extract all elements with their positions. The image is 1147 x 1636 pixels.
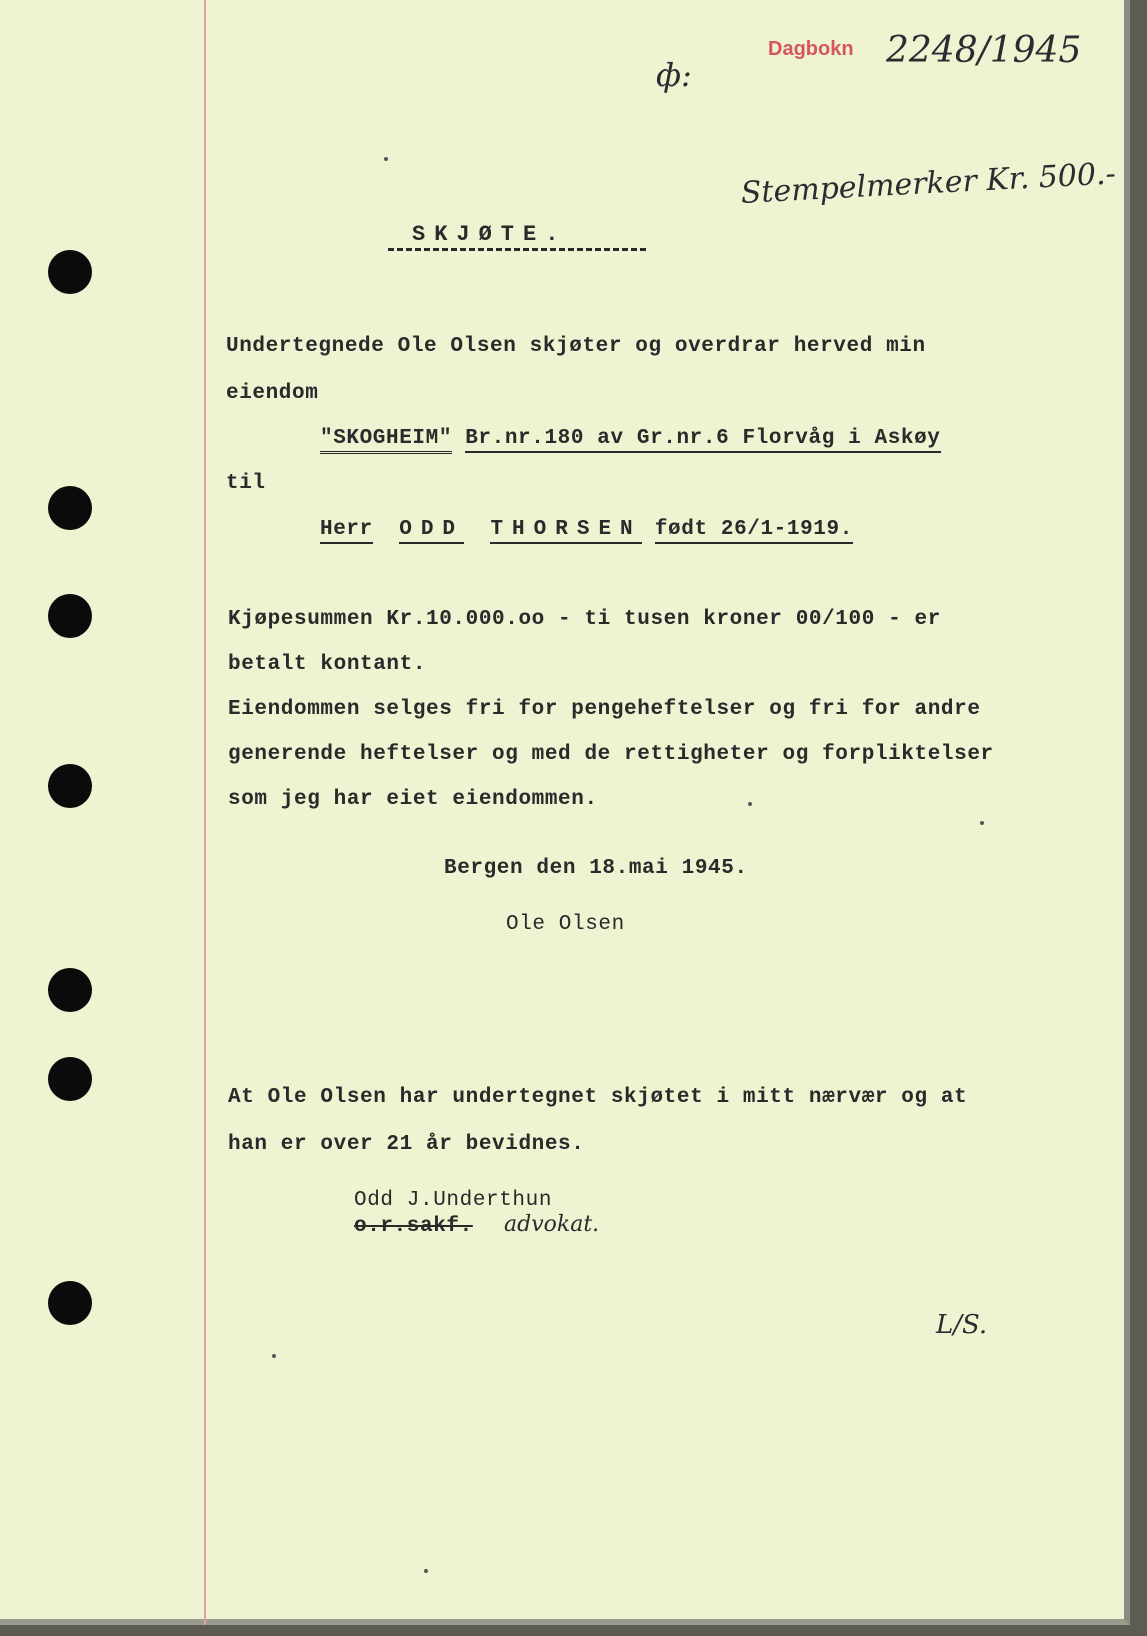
witness-line-1: At Ole Olsen har undertegnet skjøtet i mitt nærvær og at [228,1086,968,1109]
price-line-1: Kjøpesummen Kr.10.000.oo - ti tusen kroner 00/100 - er [228,608,941,631]
punch-hole [48,1057,92,1101]
stamp-duty-note: Stempelmerker Kr. 500.- [740,156,1117,211]
dagbok-stamp: Dagbokn [768,38,854,60]
punch-hole [48,594,92,638]
buyer-first-name: ODD [399,518,464,544]
initials: L/S. [936,1310,988,1340]
speck [980,821,984,825]
speck [384,157,388,161]
terms-line-2: generende heftelser og med de rettigheter og forpliktelser [228,743,994,766]
terms-line-3: som jeg har eiet eiendommen. [228,788,598,811]
handwritten-note: ф: [656,56,692,94]
intro-line-1: Undertegnede Ole Olsen skjøter og overdrar herved min [226,335,926,358]
margin-line [204,0,206,1625]
dagbok-number: 2248/1945 [886,30,1082,71]
witness-name: Odd J.Underthun [354,1189,553,1212]
property-details: Br.nr.180 av Gr.nr.6 Florvåg i Askøy [465,427,940,453]
buyer-prefix: Herr [320,518,373,544]
speck [748,802,752,806]
to-word: til [226,472,266,495]
speck [424,1569,428,1573]
seller-signature: Ole Olsen [506,913,625,936]
property-line [320,427,941,450]
intro-line-2: eiendom [226,382,319,405]
punch-hole [48,968,92,1012]
speck [272,1354,276,1358]
buyer-line [320,518,853,541]
witness-title-struck: o.r.sakf. [354,1215,473,1238]
witness-line-2: han er over 21 år bevidnes. [228,1133,585,1156]
property-name: "SKOGHEIM" [320,427,452,454]
punch-hole [48,764,92,808]
title-underline [388,248,646,251]
punch-hole [48,1281,92,1325]
place-date: Bergen den 18.mai 1945. [444,857,748,880]
punch-hole [48,486,92,530]
buyer-birth: født 26/1-1919. [655,518,853,544]
buyer-last-name: THORSEN [490,518,641,544]
terms-line-1: Eiendommen selges fri for pengeheftelser og fri for andre [228,698,981,721]
document-title: SKJØTE. [412,222,568,247]
witness-title-line [354,1215,473,1238]
witness-title-handwritten: advokat. [504,1212,600,1237]
price-line-2: betalt kontant. [228,653,427,676]
punch-hole [48,250,92,294]
